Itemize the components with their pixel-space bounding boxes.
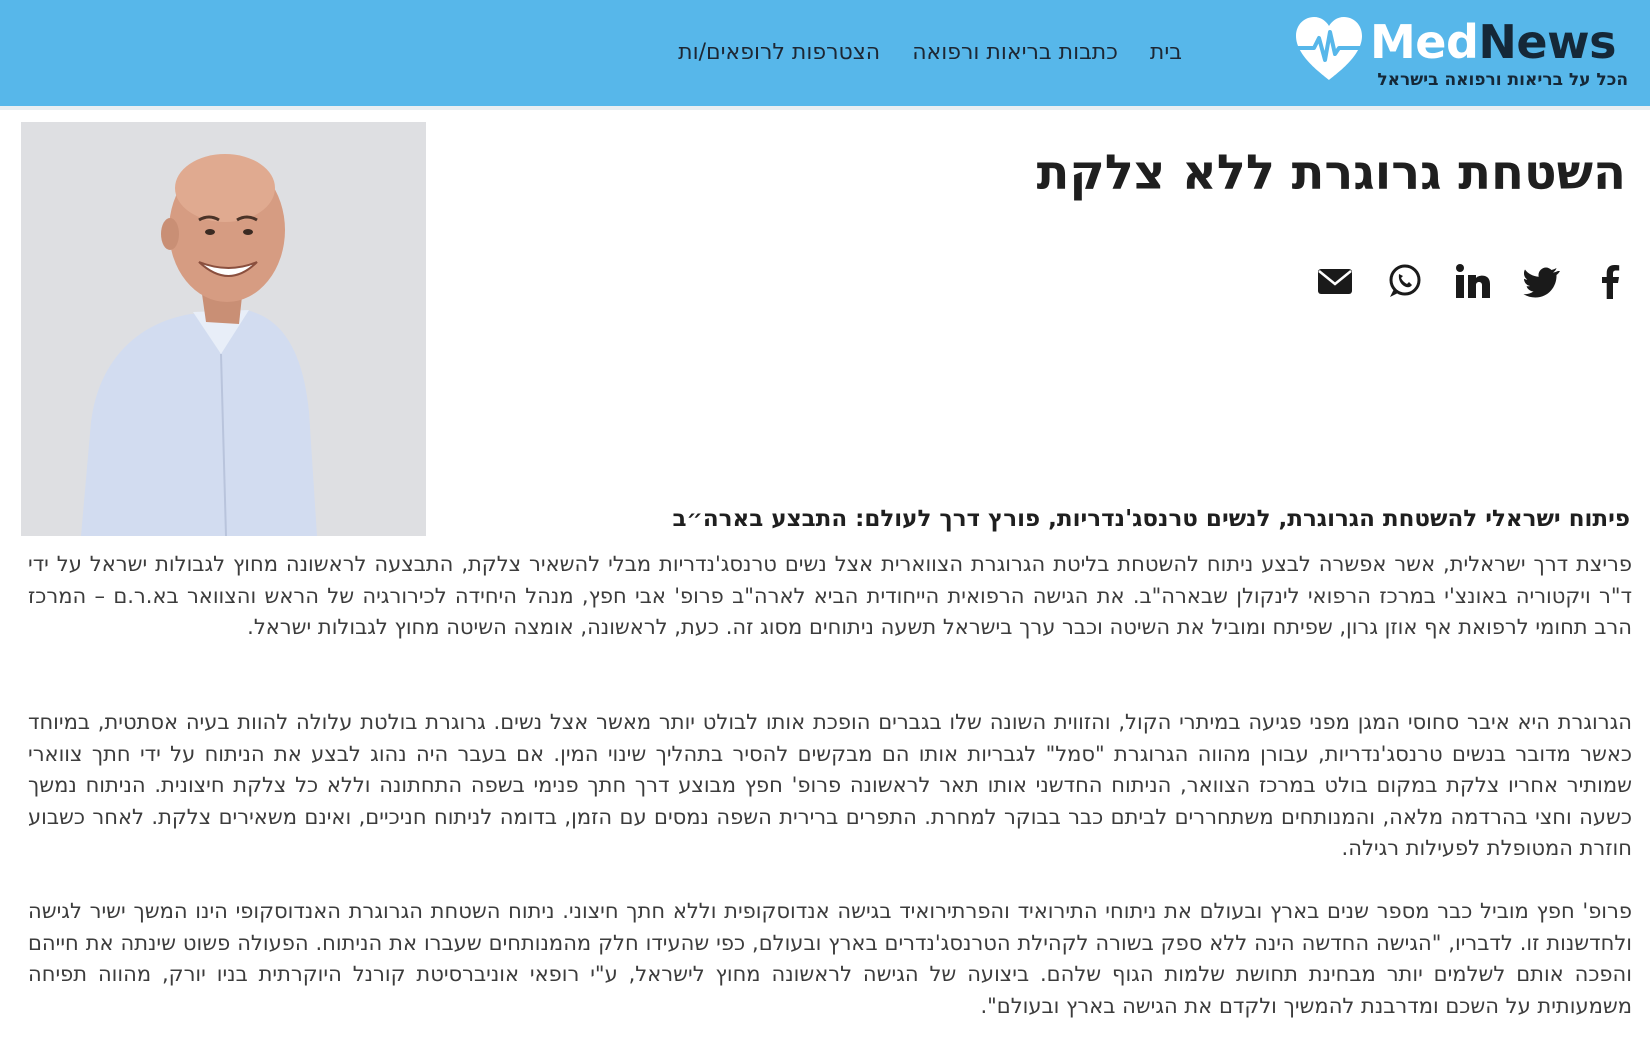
- site-logo[interactable]: [1292, 14, 1632, 94]
- whatsapp-icon[interactable]: [1385, 262, 1423, 300]
- twitter-icon[interactable]: [1523, 262, 1561, 300]
- nav-item-articles[interactable]: כתבות בריאות ורפואה: [912, 40, 1118, 65]
- article-paragraph-1: פריצת דרך ישראלית, אשר אפשרה לבצע ניתוח להשטחת בליטת הגרוגרת הצווארית אצל נשים טרנסג'נדריות מבלי להשאיר צלקת, התבצעה לראשונה מחוץ לגבולות ישראל על ידי ד"ר ויקטוריה באונצ'י במרכז הרפואי לינקולן שבארה"ב. את הגישה הרפואית הייחודית הביא לארה"ב פרופ' אבי חפץ, מנהל היחידה לכירורגיה של הראש והצוואר בא.ר.ם – המרכז הרב תחומי לרפואת אף אוזן גרון, שפיתח ומוביל את השיטה וכבר ערך בישראל תשעה ניתוחים מסוג זה. כעת, לראשונה, אומצה השיטה מחוץ לגבולות ישראל.: [28, 552, 1632, 639]
- article-title: השטחת גרוגרת ללא צלקת: [1036, 145, 1626, 201]
- doctor-portrait: [21, 122, 426, 536]
- article-paragraph-3: פרופ' חפץ מוביל כבר מספר שנים בארץ ובעולם את ניתוחי התירואיד והפרתירואיד בגישה אנדוסקופית וללא חתך חיצוני. ניתוח השטחת הגרוגרת האנדוסקופי הינו המשך ישיר לגישה ולחדשנות זו. לדבריו, "הגישה החדשה הינה ללא ספק בשורה לקהילת הטרנסג'נדרים בארץ ובעולם, כפי שהעידו חלק מהמנותחים שעברו את הניתוח. הפעולה פשוט שינתה את חייהם והפכה אותם לשלמים יותר מבחינת תחושת שלמות הגוף שלהם. ביצועה של הגישה לראשונה מחוץ לישראל, ע"י רופאי אוניברסיטת קורנל היוקרתית בניו יורק, מהווה תפיחה משמעותית על השכם ומדרבנת להמשיך ולקדם את הגישה בארץ ובעולם".: [28, 899, 1632, 1018]
- brand-name-news: News: [1478, 15, 1616, 69]
- email-icon[interactable]: [1316, 262, 1354, 300]
- article-paragraph-2: הגרוגרת היא איבר סחוסי המגן מפני פגיעה במיתרי הקול, והזווית השונה שלו בגברים הופכת אותו לבולט יותר מאשר אצל נשים. גרוגרת בולטת עלולה להוות בעיה אסתטית, במיוחד כאשר מדובר בנשים טרנסג'נדריות, עבורן מהווה הגרוגרת "סמל" לגבריות אותו הם מבקשים להסיר בתהליך שינוי המין. אם בעבר היה נהוג לבצע את הניתוח על ידי חתך צווארי שמותיר אחריו צלקת במקום בולט במרכז הצוואר, הניתוח החדשני אותו תאר לראשונה פרופ' חפץ מבוצע דרך חתך פנימי בשפה התחתונה וללא כל צלקת חיצונית. הניתוח נמשך כשעה וחצי בהרדמה מלאה, והמנותחים משתחררים לביתם כבר בבוקר למחרת. התפרים ברירית השפה נמסים עם הזמן, בדומה לניתוח חניכיים, ואינם משאירים צלקת. לאחר כשבוע חוזרת המטופלת לפעילות רגילה.: [28, 710, 1632, 860]
- brand-tagline: הכל על בריאות ורפואה בישראל: [1377, 70, 1628, 90]
- linkedin-icon[interactable]: [1454, 262, 1492, 300]
- brand-name: [1370, 16, 1616, 68]
- nav-item-join-doctors[interactable]: הצטרפות לרופאים/ות: [678, 40, 881, 65]
- nav-item-home[interactable]: בית: [1149, 40, 1182, 65]
- site-header: [0, 0, 1650, 110]
- article-photo: [21, 122, 426, 536]
- main-nav: [678, 40, 1182, 65]
- article-subtitle: פיתוח ישראלי להשטחת הגרוגרת, לנשים טרנסג'נדריות, פורץ דרך לעולם: התבצע בארה״ב: [672, 506, 1630, 532]
- facebook-icon[interactable]: [1592, 262, 1630, 300]
- heart-pulse-icon: [1292, 14, 1366, 84]
- share-bar: [1316, 262, 1630, 300]
- brand-name-med: Med: [1370, 15, 1479, 69]
